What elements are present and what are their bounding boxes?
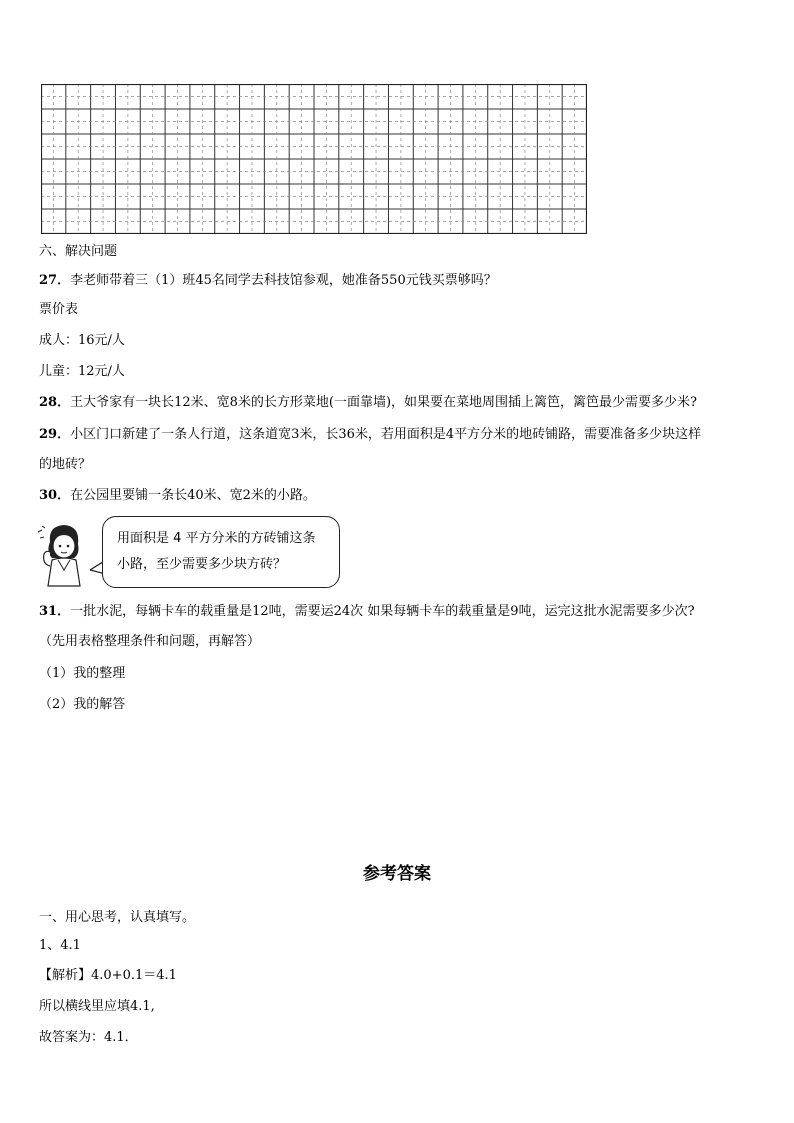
question-28: [39, 395, 697, 411]
question-27-text: 李老师带着三（1）班45名同学去科技馆参观，她准备550元钱买票够吗？: [70, 273, 497, 288]
question-31-part-2: （2）我的解答: [39, 697, 126, 712]
question-28-number: 28．: [39, 395, 71, 410]
ticket-table-title: 票价表: [39, 302, 79, 317]
question-31: [39, 604, 695, 620]
section-heading-solve: 六、解决问题: [39, 244, 118, 259]
question-29-continued: 的地砖？: [39, 457, 92, 472]
speech-illustration: [36, 516, 346, 592]
answer-1-analysis: 【解析】4.0+0.1＝4.1: [39, 968, 177, 983]
question-27-number: 27．: [39, 273, 71, 288]
answers-title: 参考答案: [363, 864, 431, 884]
question-31-part-1: （1）我的整理: [39, 666, 126, 681]
question-29: [39, 427, 701, 443]
question-30: [39, 488, 316, 504]
question-30-number: 30．: [39, 488, 71, 503]
question-27: [39, 273, 497, 289]
writing-grid: [41, 84, 587, 234]
answer-1-label: 1、4.1: [39, 938, 81, 953]
speech-bubble: [102, 516, 340, 588]
question-31-note: （先用表格整理条件和问题，再解答）: [39, 634, 261, 649]
question-31-text: 一批水泥，每辆卡车的载重量是12吨，需要运24次 如果每辆卡车的载重量是9吨，运完这批水泥需要多少次?: [70, 604, 695, 619]
question-29-number: 29．: [39, 427, 71, 442]
answer-1-line-2: 所以横线里应填4.1,: [39, 999, 155, 1014]
answer-1-line-3: 故答案为：4.1．: [39, 1030, 138, 1045]
speech-bubble-line-1: 用面积是 4 平方分米的方砖铺这条: [117, 531, 316, 546]
question-31-number: 31．: [39, 604, 71, 619]
question-28-text: 王大爷家有一块长12米、宽8米的长方形菜地(一面靠墙)，如果要在菜地周围插上篱笆，篱笆最少需要多少米?: [70, 395, 698, 410]
writing-grid-svg: [41, 84, 587, 234]
ticket-price-adult: 成人：16元/人: [39, 333, 125, 348]
answers-section-1-heading: 一、用心思考，认真填写。: [39, 910, 196, 925]
speech-bubble-line-2: 小路，至少需要多少块方砖？: [117, 557, 287, 572]
girl-thinking-icon: [36, 520, 88, 588]
question-29-text: 小区门口新建了一条人行道，这条道宽3米，长36米，若用面积是4平方分米的地砖铺路，需要准备多少块这样: [70, 427, 702, 442]
ticket-price-child: 儿童：12元/人: [39, 364, 125, 379]
question-30-text: 在公园里要铺一条长40米、宽2米的小路。: [70, 488, 316, 503]
